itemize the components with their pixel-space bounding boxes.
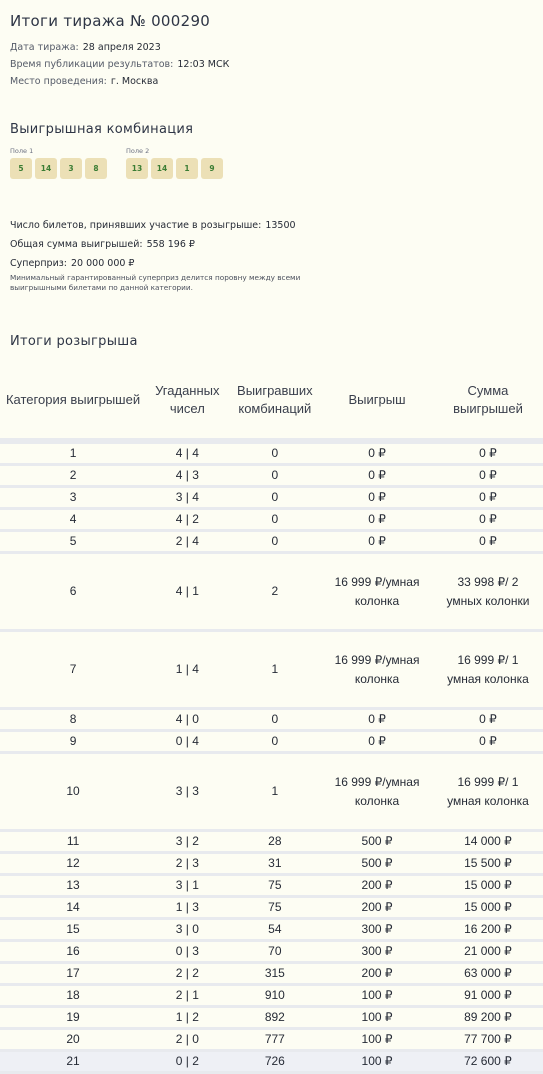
cell-category: 17: [0, 963, 146, 985]
field1-ball: 8: [85, 158, 107, 179]
cell-prize: 500 ₽: [321, 853, 433, 875]
draw-date: [10, 42, 161, 53]
draw-date-label: Дата тиража:: [10, 42, 79, 53]
cell-prize-sum: 0 ₽: [433, 465, 543, 487]
field1-balls: [10, 158, 107, 179]
col-category: Категория выигрышей: [0, 362, 146, 441]
cell-winners: 0: [229, 487, 322, 509]
cell-winners: 910: [229, 985, 322, 1007]
cell-guessed: 3 | 1: [146, 875, 228, 897]
field2-ball: 14: [151, 158, 173, 179]
cell-prize-sum: 0 ₽: [433, 731, 543, 753]
cell-winners: 0: [229, 531, 322, 553]
cell-prize: 0 ₽: [321, 487, 433, 509]
col-prize-sum: Сумма выигрышей: [433, 362, 543, 441]
cell-guessed: 2 | 0: [146, 1029, 228, 1051]
cell-prize-sum: 0 ₽: [433, 709, 543, 731]
cell-prize-sum: 91 000 ₽: [433, 985, 543, 1007]
draw-place-label: Место проведения:: [10, 76, 107, 87]
cell-prize-sum: 0 ₽: [433, 487, 543, 509]
field1-ball: 3: [60, 158, 82, 179]
page-title: Итоги тиража № 000290: [10, 12, 211, 30]
cell-guessed: 3 | 0: [146, 919, 228, 941]
cell-prize-sum: 16 200 ₽: [433, 919, 543, 941]
table-row: [0, 731, 543, 753]
cell-guessed: 3 | 2: [146, 831, 228, 853]
cell-category: 15: [0, 919, 146, 941]
cell-winners: 75: [229, 897, 322, 919]
cell-prize-sum: 0 ₽: [433, 509, 543, 531]
cell-prize: 16 999 ₽/умная колонка: [321, 553, 433, 631]
cell-guessed: 4 | 1: [146, 553, 228, 631]
cell-category: 18: [0, 985, 146, 1007]
cell-guessed: 4 | 4: [146, 441, 228, 465]
table-row: [0, 553, 543, 631]
cell-winners: 315: [229, 963, 322, 985]
cell-winners: 75: [229, 875, 322, 897]
cell-category: 11: [0, 831, 146, 853]
cell-prize-sum: 89 200 ₽: [433, 1007, 543, 1029]
cell-category: 2: [0, 465, 146, 487]
cell-category: 13: [0, 875, 146, 897]
cell-prize-sum: 16 999 ₽/ 1 умная колонка: [433, 631, 543, 709]
combination-title: Выигрышная комбинация: [10, 122, 194, 137]
cell-prize: 16 999 ₽/умная колонка: [321, 753, 433, 831]
cell-category: 9: [0, 731, 146, 753]
cell-guessed: 3 | 3: [146, 753, 228, 831]
cell-prize-sum: 15 000 ₽: [433, 875, 543, 897]
cell-category: 14: [0, 897, 146, 919]
table-row: [0, 1051, 543, 1073]
cell-winners: 0: [229, 509, 322, 531]
cell-guessed: 0 | 4: [146, 731, 228, 753]
cell-prize: 300 ₽: [321, 919, 433, 941]
table-row: [0, 509, 543, 531]
cell-guessed: 2 | 1: [146, 985, 228, 1007]
field2-ball: 9: [201, 158, 223, 179]
cell-prize: 0 ₽: [321, 709, 433, 731]
cell-winners: 28: [229, 831, 322, 853]
superprize: [10, 258, 134, 269]
publish-time-value: 12:03 МСК: [177, 59, 230, 70]
cell-prize: 200 ₽: [321, 897, 433, 919]
total-value: 558 196 ₽: [146, 239, 195, 250]
results-header-row: [0, 362, 543, 441]
cell-winners: 70: [229, 941, 322, 963]
field1-ball: 14: [35, 158, 57, 179]
cell-category: 20: [0, 1029, 146, 1051]
table-row: [0, 919, 543, 941]
table-row: [0, 1007, 543, 1029]
cell-category: 1: [0, 441, 146, 465]
cell-winners: 1: [229, 631, 322, 709]
col-guessed: Угаданных чисел: [146, 362, 228, 441]
table-row: [0, 465, 543, 487]
cell-prize: 100 ₽: [321, 985, 433, 1007]
field1-label: Поле 1: [10, 147, 34, 155]
cell-prize-sum: 0 ₽: [433, 441, 543, 465]
cell-winners: 54: [229, 919, 322, 941]
cell-category: 6: [0, 553, 146, 631]
field2-ball: 13: [126, 158, 148, 179]
field2-balls: [126, 158, 223, 179]
tickets-value: 13500: [265, 220, 296, 231]
col-prize: Выигрыш: [321, 362, 433, 441]
table-row: [0, 531, 543, 553]
cell-prize: 200 ₽: [321, 875, 433, 897]
field2-ball: 1: [176, 158, 198, 179]
table-row: [0, 831, 543, 853]
cell-guessed: 0 | 3: [146, 941, 228, 963]
cell-guessed: 1 | 4: [146, 631, 228, 709]
table-row: [0, 985, 543, 1007]
draw-place: [10, 76, 158, 87]
superprize-label: Суперприз:: [10, 258, 68, 269]
cell-prize-sum: 72 600 ₽: [433, 1051, 543, 1073]
cell-prize: 100 ₽: [321, 1029, 433, 1051]
cell-winners: 1: [229, 753, 322, 831]
cell-category: 7: [0, 631, 146, 709]
results-title: Итоги розыгрыша: [10, 334, 138, 349]
cell-prize: 0 ₽: [321, 731, 433, 753]
cell-prize-sum: 63 000 ₽: [433, 963, 543, 985]
cell-prize-sum: 0 ₽: [433, 531, 543, 553]
cell-winners: 0: [229, 441, 322, 465]
cell-prize-sum: 33 998 ₽/ 2 умных колонки: [433, 553, 543, 631]
cell-guessed: 2 | 4: [146, 531, 228, 553]
cell-category: 19: [0, 1007, 146, 1029]
table-row: [0, 753, 543, 831]
superprize-value: 20 000 000 ₽: [71, 258, 135, 269]
cell-guessed: 4 | 3: [146, 465, 228, 487]
cell-winners: 0: [229, 465, 322, 487]
table-row: [0, 631, 543, 709]
col-winners: Выигравших комбинаций: [229, 362, 322, 441]
cell-prize-sum: 77 700 ₽: [433, 1029, 543, 1051]
cell-prize: 500 ₽: [321, 831, 433, 853]
cell-category: 8: [0, 709, 146, 731]
field2-label: Поле 2: [126, 147, 150, 155]
cell-category: 12: [0, 853, 146, 875]
cell-winners: 31: [229, 853, 322, 875]
cell-category: 16: [0, 941, 146, 963]
table-row: [0, 1029, 543, 1051]
cell-category: 3: [0, 487, 146, 509]
cell-prize-sum: 15 000 ₽: [433, 897, 543, 919]
cell-prize: 100 ₽: [321, 1051, 433, 1073]
cell-prize: 16 999 ₽/умная колонка: [321, 631, 433, 709]
cell-guessed: 2 | 3: [146, 853, 228, 875]
table-row: [0, 487, 543, 509]
cell-prize: 0 ₽: [321, 531, 433, 553]
cell-prize-sum: 16 999 ₽/ 1 умная колонка: [433, 753, 543, 831]
cell-category: 5: [0, 531, 146, 553]
cell-winners: 2: [229, 553, 322, 631]
results-table: [0, 362, 543, 1074]
cell-prize-sum: 14 000 ₽: [433, 831, 543, 853]
table-row: [0, 441, 543, 465]
cell-winners: 892: [229, 1007, 322, 1029]
cell-category: 4: [0, 509, 146, 531]
table-row: [0, 875, 543, 897]
cell-guessed: 4 | 0: [146, 709, 228, 731]
cell-guessed: 3 | 4: [146, 487, 228, 509]
draw-place-value: г. Москва: [110, 76, 159, 87]
cell-winners: 726: [229, 1051, 322, 1073]
table-row: [0, 897, 543, 919]
cell-category: 21: [0, 1051, 146, 1073]
cell-guessed: 2 | 2: [146, 963, 228, 985]
cell-guessed: 1 | 3: [146, 897, 228, 919]
table-row: [0, 853, 543, 875]
table-row: [0, 963, 543, 985]
cell-prize-sum: 21 000 ₽: [433, 941, 543, 963]
table-row: [0, 941, 543, 963]
total-prize: [10, 239, 195, 250]
cell-winners: 777: [229, 1029, 322, 1051]
cell-prize: 300 ₽: [321, 941, 433, 963]
cell-guessed: 4 | 2: [146, 509, 228, 531]
field1-ball: 5: [10, 158, 32, 179]
cell-winners: 0: [229, 731, 322, 753]
cell-prize: 0 ₽: [321, 465, 433, 487]
cell-winners: 0: [229, 709, 322, 731]
table-row: [0, 709, 543, 731]
cell-guessed: 0 | 2: [146, 1051, 228, 1073]
superprize-note: Минимальный гарантированный суперприз делится поровну между всеми выигрышными билетами по данной категории.: [10, 273, 301, 292]
tickets-count: [10, 220, 296, 231]
cell-guessed: 1 | 2: [146, 1007, 228, 1029]
cell-prize: 0 ₽: [321, 441, 433, 465]
publish-time-label: Время публикации результатов:: [10, 59, 174, 70]
cell-prize-sum: 15 500 ₽: [433, 853, 543, 875]
cell-prize: 200 ₽: [321, 963, 433, 985]
cell-prize: 0 ₽: [321, 509, 433, 531]
total-label: Общая сумма выигрышей:: [10, 239, 143, 250]
cell-category: 10: [0, 753, 146, 831]
cell-prize: 100 ₽: [321, 1007, 433, 1029]
publish-time: [10, 59, 229, 70]
draw-date-value: 28 апреля 2023: [82, 42, 161, 53]
tickets-label: Число билетов, принявших участие в розыгрыше:: [10, 220, 262, 231]
